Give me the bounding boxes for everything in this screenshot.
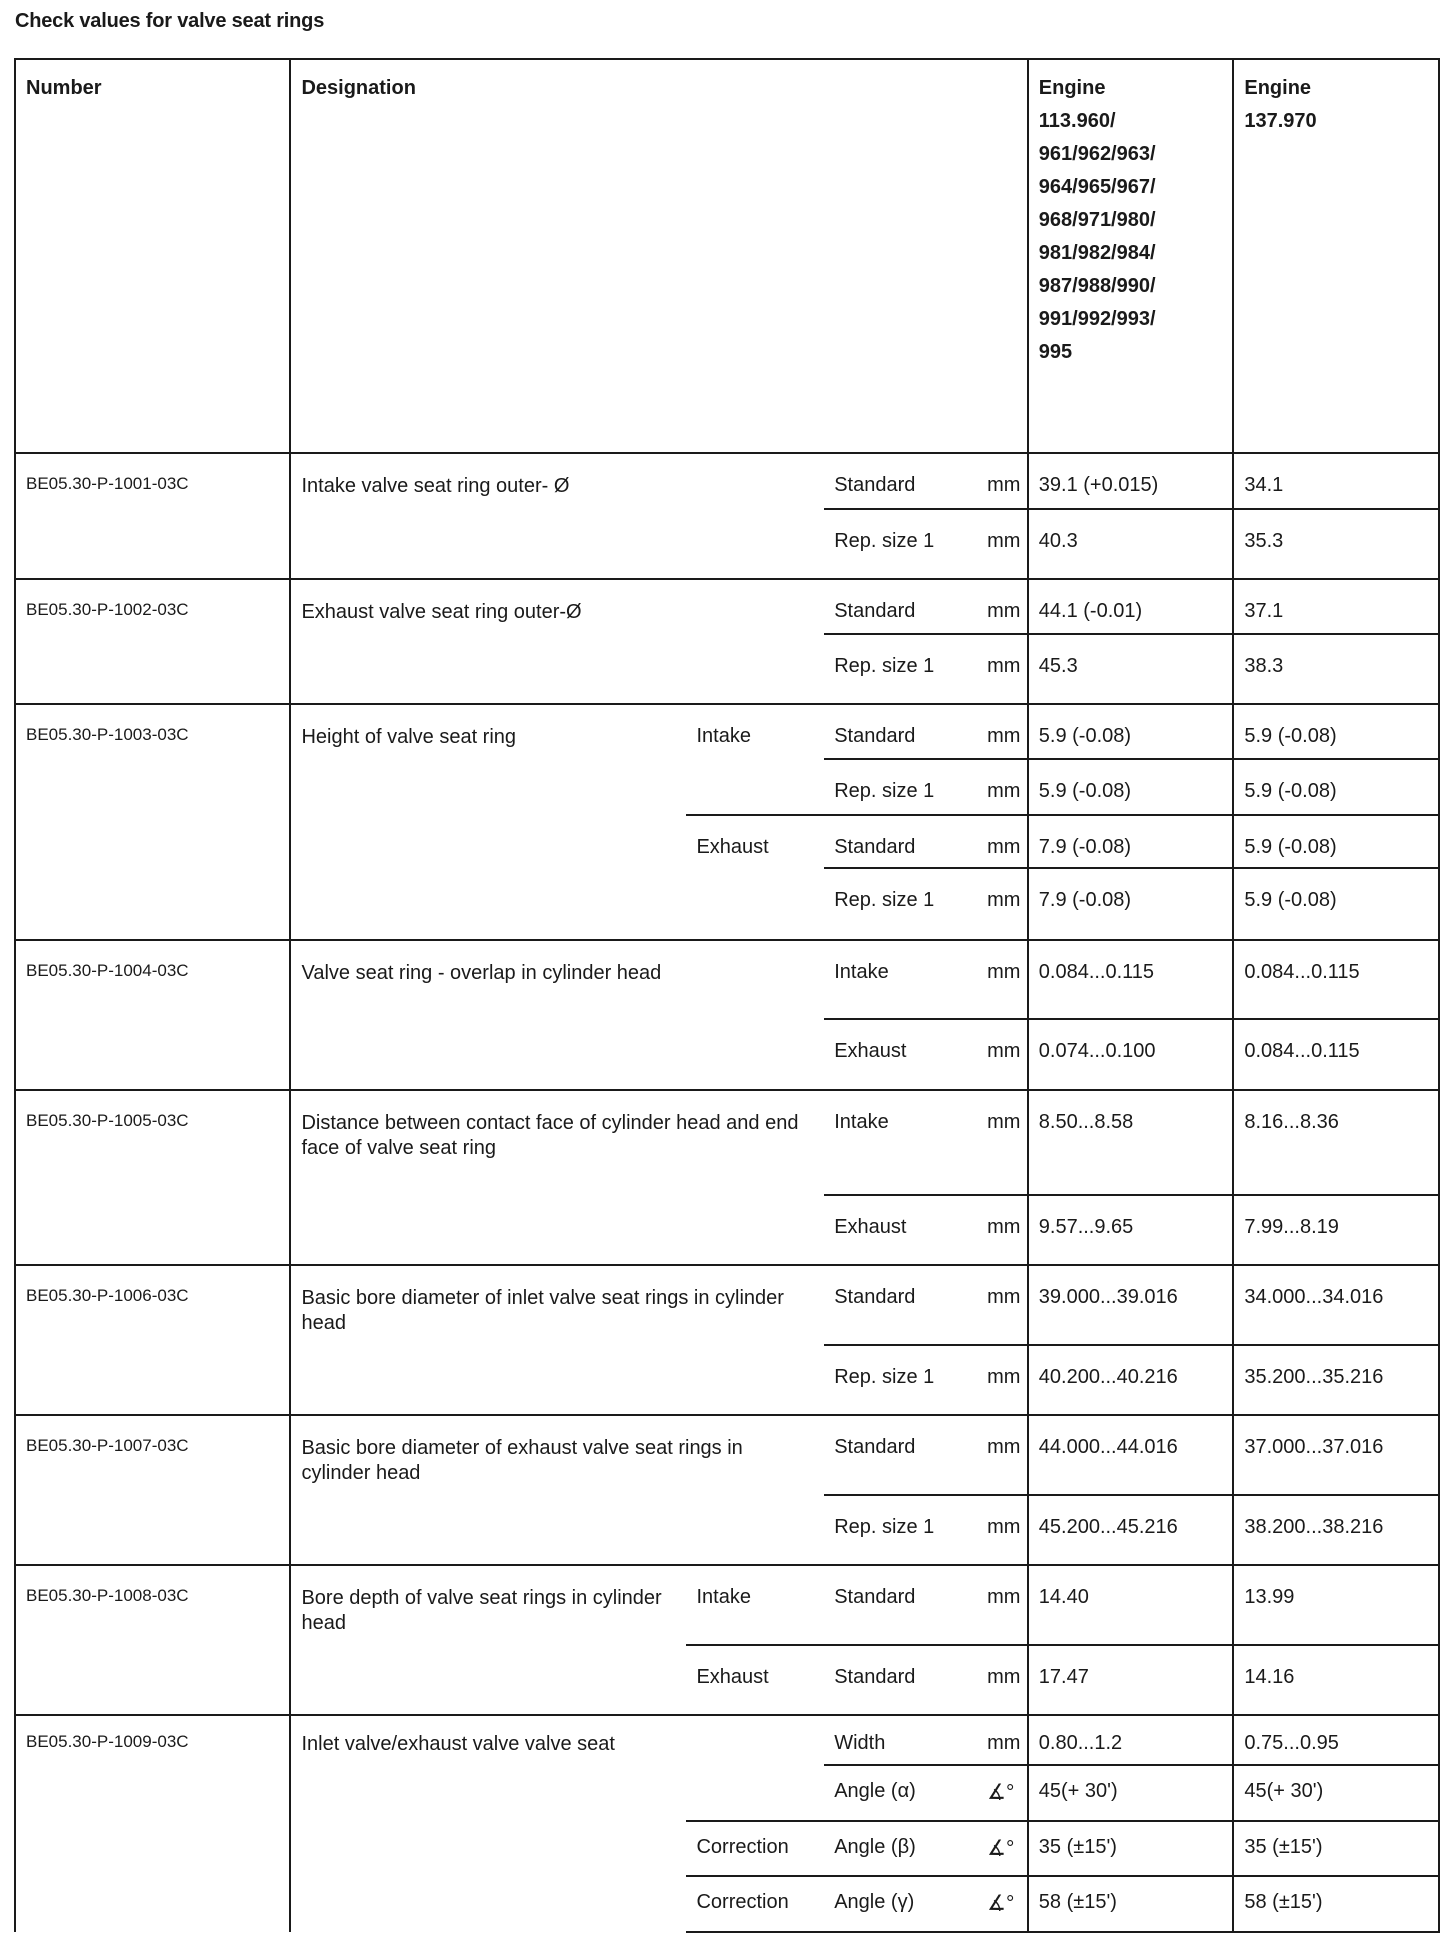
row-unit: mm — [977, 1265, 1028, 1345]
row-unit: mm — [977, 1345, 1028, 1415]
row-value-engine-2: 5.9 (-0.08) — [1233, 759, 1439, 815]
row-sub-category: Correction — [686, 1821, 824, 1876]
row-value-engine-2: 0.084...0.115 — [1233, 940, 1439, 1019]
row-unit: mm — [977, 1645, 1028, 1715]
row-sub-category: Intake — [686, 1565, 824, 1645]
row-value-engine-1: 40.3 — [1028, 509, 1234, 579]
row-sub-category: Intake — [686, 704, 824, 815]
row-condition: Standard — [824, 1265, 977, 1345]
row-number: BE05.30-P-1009-03C — [15, 1715, 290, 1932]
table-row — [15, 1565, 1439, 1645]
table-row — [15, 579, 1439, 634]
row-unit: mm — [977, 1195, 1028, 1265]
row-value-engine-2: 38.3 — [1233, 634, 1439, 704]
row-condition: Standard — [824, 1565, 977, 1645]
row-unit: mm — [977, 940, 1028, 1019]
row-condition: Angle (β) — [824, 1821, 977, 1876]
row-value-engine-2: 8.16...8.36 — [1233, 1090, 1439, 1195]
row-condition: Standard — [824, 1415, 977, 1495]
row-value-engine-1: 45.200...45.216 — [1028, 1495, 1234, 1565]
row-condition: Exhaust — [824, 1019, 977, 1090]
row-unit: mm — [977, 759, 1028, 815]
angle-icon: ∡° — [977, 1876, 1028, 1932]
row-designation: Inlet valve/exhaust valve valve seat — [290, 1715, 686, 1932]
row-value-engine-1: 45(+ 30') — [1028, 1765, 1234, 1821]
table-row — [15, 1415, 1439, 1495]
row-designation: Basic bore diameter of inlet valve seat rings in cylinder head — [290, 1265, 824, 1415]
row-unit: mm — [977, 1090, 1028, 1195]
row-unit: mm — [977, 704, 1028, 759]
row-number: BE05.30-P-1003-03C — [15, 704, 290, 940]
row-unit: mm — [977, 579, 1028, 634]
row-unit: mm — [977, 1715, 1028, 1765]
row-value-engine-2: 5.9 (-0.08) — [1233, 868, 1439, 940]
row-condition: Rep. size 1 — [824, 1345, 977, 1415]
row-value-engine-1: 39.1 (+0.015) — [1028, 453, 1234, 509]
row-unit: mm — [977, 868, 1028, 940]
row-value-engine-2: 35.200...35.216 — [1233, 1345, 1439, 1415]
row-value-engine-1: 5.9 (-0.08) — [1028, 704, 1234, 759]
row-value-engine-1: 17.47 — [1028, 1645, 1234, 1715]
row-value-engine-1: 0.074...0.100 — [1028, 1019, 1234, 1090]
row-condition: Standard — [824, 453, 977, 509]
row-value-engine-2: 5.9 (-0.08) — [1233, 815, 1439, 868]
row-unit: mm — [977, 453, 1028, 509]
row-sub-category: Correction — [686, 1876, 824, 1932]
row-designation: Exhaust valve seat ring outer-Ø — [290, 579, 824, 704]
row-value-engine-2: 13.99 — [1233, 1565, 1439, 1645]
table-row — [15, 704, 1439, 759]
row-value-engine-2: 5.9 (-0.08) — [1233, 704, 1439, 759]
row-condition: Intake — [824, 1090, 977, 1195]
row-value-engine-2: 34.000...34.016 — [1233, 1265, 1439, 1345]
row-value-engine-2: 14.16 — [1233, 1645, 1439, 1715]
row-number: BE05.30-P-1006-03C — [15, 1265, 290, 1415]
row-unit: mm — [977, 1495, 1028, 1565]
row-sub-category: Exhaust — [686, 815, 824, 940]
row-value-engine-2: 37.1 — [1233, 579, 1439, 634]
row-value-engine-1: 35 (±15') — [1028, 1821, 1234, 1876]
row-value-engine-1: 44.000...44.016 — [1028, 1415, 1234, 1495]
row-condition: Standard — [824, 704, 977, 759]
row-condition: Angle (α) — [824, 1765, 977, 1821]
row-value-engine-1: 8.50...8.58 — [1028, 1090, 1234, 1195]
row-designation: Distance between contact face of cylinder head and end face of valve seat ring — [290, 1090, 824, 1265]
row-value-engine-1: 39.000...39.016 — [1028, 1265, 1234, 1345]
row-value-engine-1: 44.1 (-0.01) — [1028, 579, 1234, 634]
table-row — [15, 940, 1439, 1019]
header-engine-1: Engine 113.960/ 961/962/963/ 964/965/967/ 968/971/980/ 981/982/984/ 987/988/990/ 991/992/993/ 995 — [1028, 59, 1234, 453]
row-condition: Angle (γ) — [824, 1876, 977, 1932]
row-designation: Height of valve seat ring — [290, 704, 686, 940]
row-value-engine-1: 40.200...40.216 — [1028, 1345, 1234, 1415]
row-unit: mm — [977, 634, 1028, 704]
row-value-engine-2: 0.75...0.95 — [1233, 1715, 1439, 1765]
header-number: Number — [15, 59, 290, 453]
row-designation: Valve seat ring - overlap in cylinder head — [290, 940, 824, 1090]
row-unit: mm — [977, 1565, 1028, 1645]
row-condition: Standard — [824, 815, 977, 868]
table-row — [15, 1715, 1439, 1765]
row-value-engine-1: 45.3 — [1028, 634, 1234, 704]
row-sub-category — [686, 1765, 824, 1821]
table-row — [15, 1090, 1439, 1195]
row-value-engine-1: 0.084...0.115 — [1028, 940, 1234, 1019]
row-value-engine-2: 38.200...38.216 — [1233, 1495, 1439, 1565]
row-designation: Bore depth of valve seat rings in cylinder head — [290, 1565, 686, 1715]
row-value-engine-1: 14.40 — [1028, 1565, 1234, 1645]
row-value-engine-2: 37.000...37.016 — [1233, 1415, 1439, 1495]
row-condition: Intake — [824, 940, 977, 1019]
row-condition: Standard — [824, 579, 977, 634]
row-condition: Rep. size 1 — [824, 868, 977, 940]
row-unit: mm — [977, 1019, 1028, 1090]
row-sub-category: Exhaust — [686, 1645, 824, 1715]
row-sub-category — [686, 1715, 824, 1765]
row-condition: Exhaust — [824, 1195, 977, 1265]
row-value-engine-2: 58 (±15') — [1233, 1876, 1439, 1932]
row-designation: Intake valve seat ring outer- Ø — [290, 453, 824, 579]
row-value-engine-2: 34.1 — [1233, 453, 1439, 509]
row-value-engine-1: 0.80...1.2 — [1028, 1715, 1234, 1765]
row-number: BE05.30-P-1005-03C — [15, 1090, 290, 1265]
table-row — [15, 453, 1439, 509]
row-value-engine-2: 7.99...8.19 — [1233, 1195, 1439, 1265]
row-condition: Rep. size 1 — [824, 509, 977, 579]
row-number: BE05.30-P-1008-03C — [15, 1565, 290, 1715]
angle-icon: ∡° — [977, 1821, 1028, 1876]
table-row — [15, 1265, 1439, 1345]
row-condition: Width — [824, 1715, 977, 1765]
row-number: BE05.30-P-1002-03C — [15, 579, 290, 704]
row-condition: Standard — [824, 1645, 977, 1715]
table-header-row — [15, 59, 1439, 453]
row-value-engine-2: 35.3 — [1233, 509, 1439, 579]
header-designation: Designation — [290, 59, 1027, 453]
document-title: Check values for valve seat rings — [15, 10, 325, 32]
check-values-table — [14, 58, 1440, 1933]
row-number: BE05.30-P-1004-03C — [15, 940, 290, 1090]
angle-icon: ∡° — [977, 1765, 1028, 1821]
row-unit: mm — [977, 815, 1028, 868]
row-number: BE05.30-P-1001-03C — [15, 453, 290, 579]
row-designation: Basic bore diameter of exhaust valve seat rings in cylinder head — [290, 1415, 824, 1565]
row-value-engine-1: 7.9 (-0.08) — [1028, 868, 1234, 940]
row-condition: Rep. size 1 — [824, 1495, 977, 1565]
row-value-engine-2: 45(+ 30') — [1233, 1765, 1439, 1821]
row-value-engine-1: 58 (±15') — [1028, 1876, 1234, 1932]
row-value-engine-1: 9.57...9.65 — [1028, 1195, 1234, 1265]
row-value-engine-1: 7.9 (-0.08) — [1028, 815, 1234, 868]
row-number: BE05.30-P-1007-03C — [15, 1415, 290, 1565]
row-unit: mm — [977, 509, 1028, 579]
row-value-engine-1: 5.9 (-0.08) — [1028, 759, 1234, 815]
row-value-engine-2: 35 (±15') — [1233, 1821, 1439, 1876]
row-condition: Rep. size 1 — [824, 759, 977, 815]
header-engine-2: Engine 137.970 — [1233, 59, 1439, 453]
row-value-engine-2: 0.084...0.115 — [1233, 1019, 1439, 1090]
row-unit: mm — [977, 1415, 1028, 1495]
row-condition: Rep. size 1 — [824, 634, 977, 704]
